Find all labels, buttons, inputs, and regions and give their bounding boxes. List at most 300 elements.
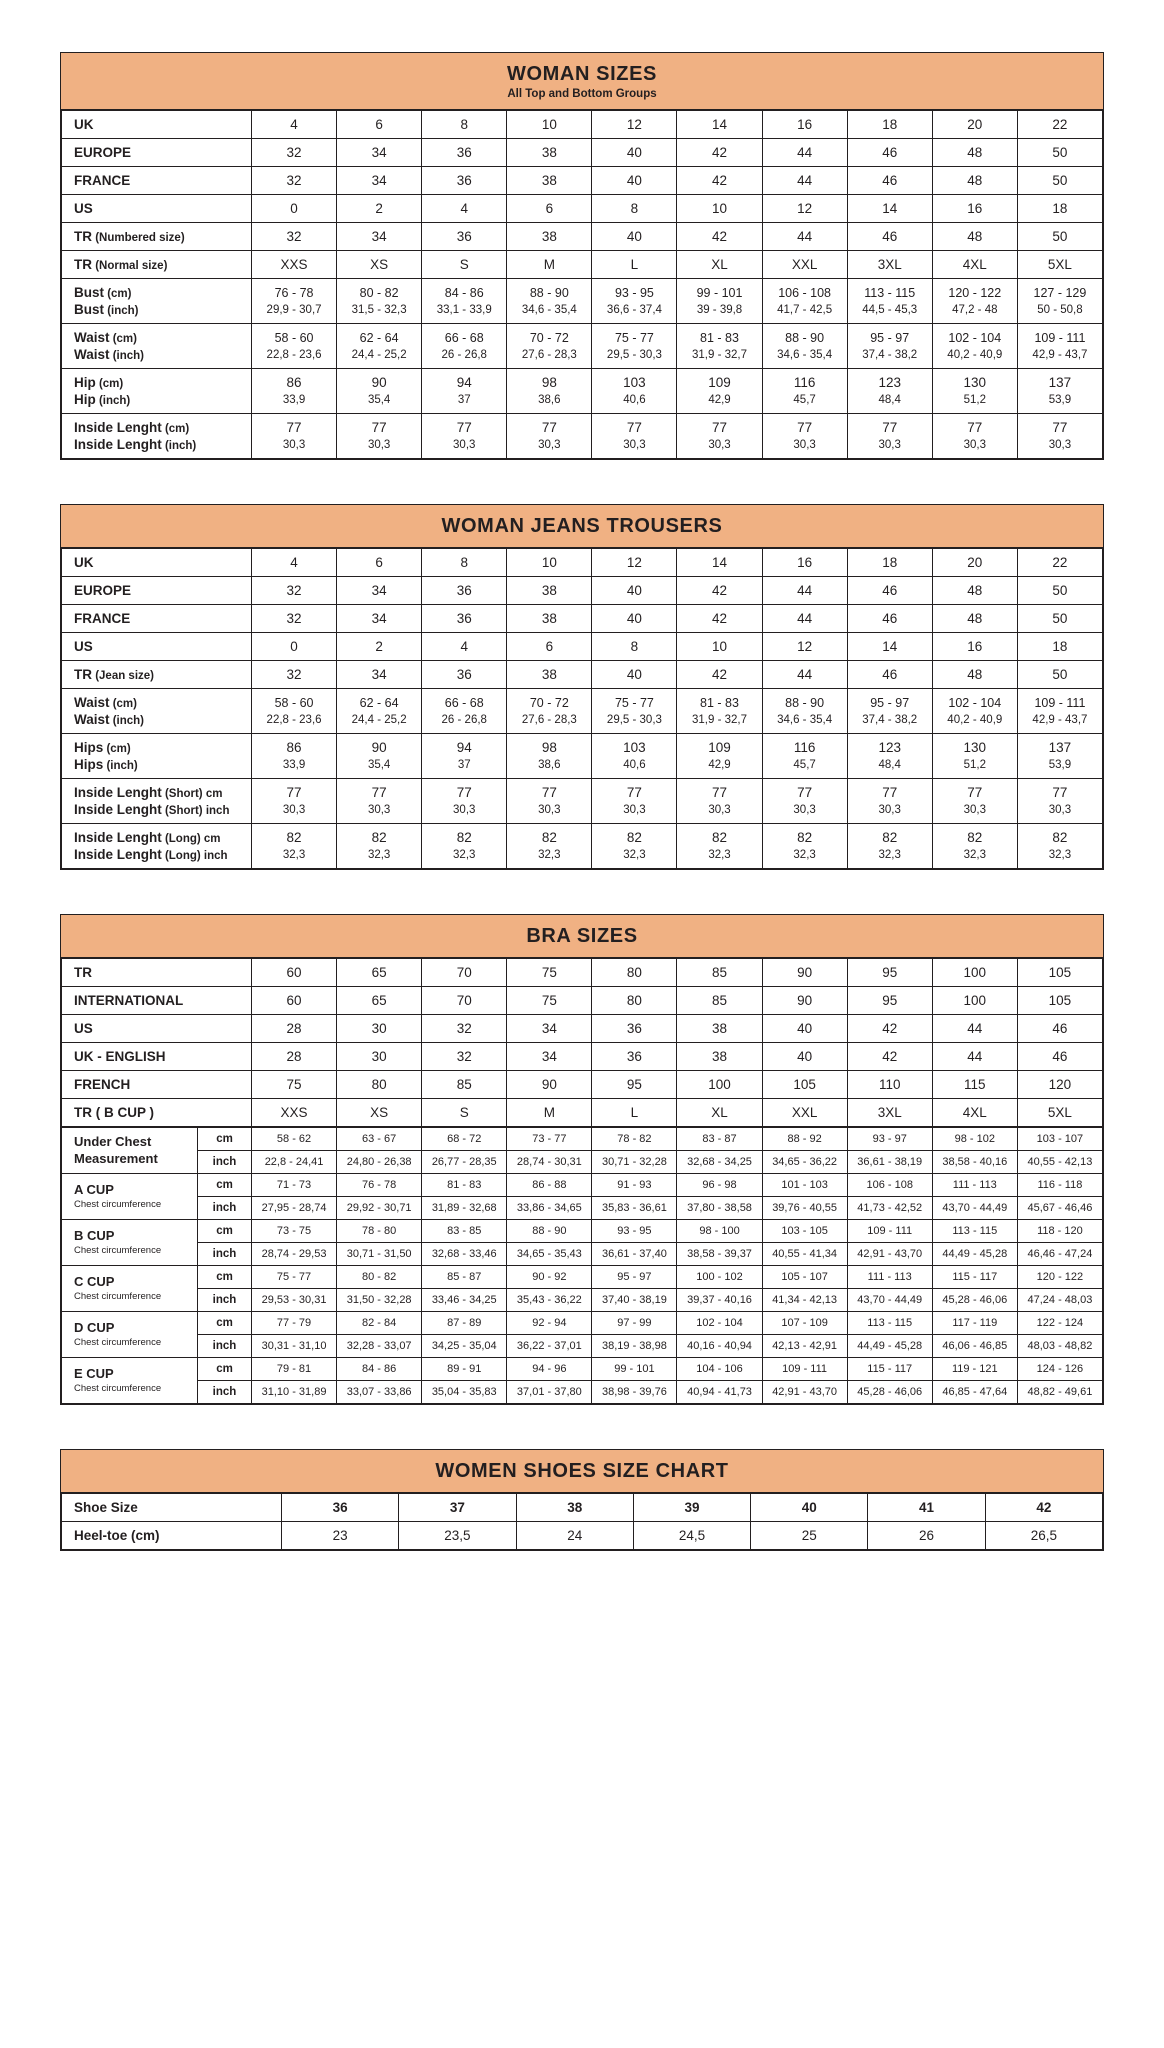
cell: 96 - 98 <box>677 1174 762 1197</box>
cell: 40,2 - 40,9 <box>932 711 1017 734</box>
cell: 82 <box>847 824 932 847</box>
cell: 105 <box>1017 987 1102 1015</box>
cell: 50 <box>1017 223 1102 251</box>
cell: 94 <box>422 734 507 757</box>
chart-subtitle-text: All Top and Bottom Groups <box>507 88 657 100</box>
cell: 34 <box>337 661 422 689</box>
cell: 27,95 - 28,74 <box>252 1197 337 1220</box>
cell: 16 <box>932 633 1017 661</box>
row-label: US <box>62 633 252 661</box>
cell: 28,74 - 29,53 <box>252 1243 337 1266</box>
cell: 35,4 <box>337 391 422 414</box>
cell: 44,5 - 45,3 <box>847 301 932 324</box>
row-label-main: Inside Lenght <box>74 420 162 435</box>
cell: 77 <box>677 414 762 437</box>
cell: 30,3 <box>1017 801 1102 824</box>
cell: XS <box>337 251 422 279</box>
cell: 23,5 <box>399 1522 516 1550</box>
cup-label <box>62 1174 198 1220</box>
row-label-sub: (inch) <box>109 350 145 362</box>
cell: 30,3 <box>507 436 592 459</box>
cell: 88 - 90 <box>762 689 847 712</box>
cell: 34 <box>507 1043 592 1071</box>
cell: 42 <box>677 223 762 251</box>
cell: 30,3 <box>847 801 932 824</box>
row-label-sub: (cm) <box>95 378 124 390</box>
cell: 33,9 <box>252 756 337 779</box>
cell: 77 <box>1017 414 1102 437</box>
row-label-main: Waist <box>74 695 110 710</box>
cell: 40 <box>592 661 677 689</box>
cell: 77 <box>932 779 1017 802</box>
cell: 77 <box>847 779 932 802</box>
cell: 102 - 104 <box>677 1312 762 1335</box>
cell: 90 - 92 <box>507 1266 592 1289</box>
cell: 77 <box>507 779 592 802</box>
table-row <box>62 391 1103 414</box>
table-row <box>62 1151 1103 1174</box>
cell: 16 <box>932 195 1017 223</box>
cell: 30,71 - 31,50 <box>337 1243 422 1266</box>
cell: 32 <box>252 605 337 633</box>
cell: 84 - 86 <box>337 1358 422 1381</box>
chart-woman-jeans-trousers <box>60 504 1104 870</box>
cup-label-line1: C CUP <box>74 1274 115 1290</box>
cell: 113 - 115 <box>847 1312 932 1335</box>
cell: 95 <box>847 987 932 1015</box>
cell: 34 <box>337 223 422 251</box>
cell: 58 - 60 <box>252 324 337 347</box>
cell: 95 <box>847 959 932 987</box>
cell: 105 <box>762 1071 847 1099</box>
cell: 90 <box>337 369 422 392</box>
cell: 31,89 - 32,68 <box>422 1197 507 1220</box>
table-row <box>62 1522 1103 1550</box>
cell: 40 <box>592 577 677 605</box>
cell: 75 - 77 <box>252 1266 337 1289</box>
cell: 75 <box>507 959 592 987</box>
cell: 83 - 85 <box>422 1220 507 1243</box>
cup-label <box>62 1312 198 1358</box>
cell: 73 - 77 <box>507 1128 592 1151</box>
cell: 26,5 <box>985 1522 1102 1550</box>
unit-inch: inch <box>198 1381 252 1404</box>
cell: 102 - 104 <box>932 324 1017 347</box>
cell: 40,55 - 42,13 <box>1017 1151 1102 1174</box>
cell: 34 <box>337 605 422 633</box>
cell: 30,3 <box>932 436 1017 459</box>
table-row <box>62 1197 1103 1220</box>
cell: 86 <box>252 734 337 757</box>
cell: 10 <box>677 195 762 223</box>
cell: 100 <box>677 1071 762 1099</box>
row-label-main: Inside Lenght <box>74 847 162 862</box>
cell: 62 - 64 <box>337 689 422 712</box>
cell: 100 <box>932 959 1017 987</box>
unit-inch: inch <box>198 1335 252 1358</box>
cell: 4 <box>252 111 337 139</box>
cell: 26 - 26,8 <box>422 711 507 734</box>
cell: 42 <box>677 139 762 167</box>
cell: 37,40 - 38,19 <box>592 1289 677 1312</box>
cell: 119 - 121 <box>932 1358 1017 1381</box>
cell: 82 <box>677 824 762 847</box>
cell: 3XL <box>847 251 932 279</box>
cell: 99 - 101 <box>592 1358 677 1381</box>
row-label-main: TR <box>74 667 92 682</box>
cell: 71 - 73 <box>252 1174 337 1197</box>
cell: 111 - 113 <box>847 1266 932 1289</box>
cell: 98 - 100 <box>677 1220 762 1243</box>
cell: XL <box>677 1099 762 1127</box>
cell: 40,2 - 40,9 <box>932 346 1017 369</box>
cell: 42,9 <box>677 756 762 779</box>
cell: 46 <box>847 577 932 605</box>
cell: 18 <box>847 549 932 577</box>
cell: 40 <box>592 167 677 195</box>
cell: 34 <box>337 577 422 605</box>
cell: 44 <box>762 223 847 251</box>
cell: 53,9 <box>1017 391 1102 414</box>
row-label-main: Hips <box>74 740 104 755</box>
cell: 109 - 111 <box>1017 324 1102 347</box>
cell: 78 - 82 <box>592 1128 677 1151</box>
cell: 31,50 - 32,28 <box>337 1289 422 1312</box>
cell: 32,28 - 33,07 <box>337 1335 422 1358</box>
cell: 5XL <box>1017 251 1102 279</box>
cell: XL <box>677 251 762 279</box>
cell: 77 - 79 <box>252 1312 337 1335</box>
table-row <box>62 414 1103 437</box>
cell: 94 <box>422 369 507 392</box>
cell: 44 <box>932 1043 1017 1071</box>
cell: 46 <box>847 223 932 251</box>
cell: 37 <box>399 1494 516 1522</box>
cell: 124 - 126 <box>1017 1358 1102 1381</box>
cell: 33,86 - 34,65 <box>507 1197 592 1220</box>
cell: M <box>507 1099 592 1127</box>
cell: 18 <box>1017 633 1102 661</box>
table-row <box>62 1494 1103 1522</box>
cell: 103 - 107 <box>1017 1128 1102 1151</box>
cell: 38,58 - 40,16 <box>932 1151 1017 1174</box>
cell: 38 <box>507 223 592 251</box>
row-label-main: Inside Lenght <box>74 785 162 800</box>
cell: 46,85 - 47,64 <box>932 1381 1017 1404</box>
cell: 12 <box>592 111 677 139</box>
cell: 14 <box>847 195 932 223</box>
cell: 48 <box>932 577 1017 605</box>
row-label-sub: (Short) inch <box>161 805 230 817</box>
cell: 95 - 97 <box>592 1266 677 1289</box>
row-label: UK <box>62 549 252 577</box>
cell: 36 <box>592 1015 677 1043</box>
cell: 34,6 - 35,4 <box>762 346 847 369</box>
cell: 45,7 <box>762 756 847 779</box>
row-label-main: Hip <box>74 375 96 390</box>
cell: 106 - 108 <box>762 279 847 302</box>
cell: 116 <box>762 734 847 757</box>
cell: 26 <box>868 1522 985 1550</box>
cup-label-sub: Chest circumference <box>74 1244 162 1256</box>
cell: 22 <box>1017 549 1102 577</box>
cup-label-sub: Chest circumference <box>74 1336 162 1348</box>
cell: 18 <box>1017 195 1102 223</box>
cup-label <box>62 1358 198 1404</box>
cell: 24 <box>516 1522 633 1550</box>
row-label-main: Bust <box>74 302 104 317</box>
cell: 36 <box>592 1043 677 1071</box>
cell: 48,03 - 48,82 <box>1017 1335 1102 1358</box>
cell: 98 <box>507 369 592 392</box>
cell: 30,3 <box>337 801 422 824</box>
table-row <box>62 605 1103 633</box>
cell: 123 <box>847 734 932 757</box>
cell: 10 <box>677 633 762 661</box>
cell: 37 <box>422 756 507 779</box>
cell: 27,6 - 28,3 <box>507 711 592 734</box>
cell: 137 <box>1017 734 1102 757</box>
cell: 40 <box>762 1043 847 1071</box>
cell: 46,06 - 46,85 <box>932 1335 1017 1358</box>
cell: 70 <box>422 959 507 987</box>
row-label <box>62 689 252 712</box>
cell: 101 - 103 <box>762 1174 847 1197</box>
cell: 68 - 72 <box>422 1128 507 1151</box>
cell: 34,6 - 35,4 <box>507 301 592 324</box>
cup-label-line1: A CUP <box>74 1182 114 1198</box>
cell: 40,6 <box>592 756 677 779</box>
cell: 31,5 - 32,3 <box>337 301 422 324</box>
cell: 82 <box>932 824 1017 847</box>
row-label-sub: (inch) <box>109 715 145 727</box>
row-label-sub: (inch) <box>104 305 139 317</box>
cell: 32 <box>252 661 337 689</box>
cell: 8 <box>592 633 677 661</box>
cell: 32,3 <box>932 846 1017 869</box>
cell: 46 <box>847 139 932 167</box>
cell: 113 - 115 <box>847 279 932 302</box>
cell: 28 <box>252 1043 337 1071</box>
cell: 41,7 - 42,5 <box>762 301 847 324</box>
cell: 77 <box>337 414 422 437</box>
cell: 32,3 <box>422 846 507 869</box>
cell: 42 <box>677 661 762 689</box>
cell: 77 <box>252 779 337 802</box>
cell: 65 <box>337 959 422 987</box>
cell: 36,61 - 37,40 <box>592 1243 677 1266</box>
cell: 109 - 111 <box>1017 689 1102 712</box>
cup-label <box>62 1128 198 1174</box>
cell: 32 <box>422 1015 507 1043</box>
cell: 30,3 <box>592 801 677 824</box>
cell: 85 - 87 <box>422 1266 507 1289</box>
cell: 38 <box>507 661 592 689</box>
cell: 118 - 120 <box>1017 1220 1102 1243</box>
cell: 6 <box>337 549 422 577</box>
unit-inch: inch <box>198 1243 252 1266</box>
cell: XXS <box>252 1099 337 1127</box>
cell: 50 <box>1017 167 1102 195</box>
cell: 66 - 68 <box>422 689 507 712</box>
cell: 111 - 113 <box>932 1174 1017 1197</box>
cell: 76 - 78 <box>252 279 337 302</box>
row-label <box>62 391 252 414</box>
row-label-sub: (cm) <box>109 333 137 345</box>
table-bra-cups <box>61 1127 1103 1404</box>
cell: 36 <box>422 223 507 251</box>
cell: 48 <box>932 223 1017 251</box>
row-label: UK <box>62 111 252 139</box>
cell: 45,28 - 46,06 <box>847 1381 932 1404</box>
cell: 100 <box>932 987 1017 1015</box>
cell: 86 - 88 <box>507 1174 592 1197</box>
cell: 50 <box>1017 139 1102 167</box>
cell: 62 - 64 <box>337 324 422 347</box>
cell: 90 <box>507 1071 592 1099</box>
row-label: TR ( B CUP ) <box>62 1099 252 1127</box>
cell: 130 <box>932 734 1017 757</box>
cell: 36,61 - 38,19 <box>847 1151 932 1174</box>
cell: 80 <box>337 1071 422 1099</box>
table-row <box>62 1099 1103 1127</box>
cell: 50 <box>1017 577 1102 605</box>
cell: 66 - 68 <box>422 324 507 347</box>
row-label <box>62 279 252 302</box>
table-row <box>62 711 1103 734</box>
table-row <box>62 301 1103 324</box>
cell: 104 - 106 <box>677 1358 762 1381</box>
cell: 48 <box>932 139 1017 167</box>
cell: 45,28 - 46,06 <box>932 1289 1017 1312</box>
cell: 80 - 82 <box>337 279 422 302</box>
cell: 58 - 60 <box>252 689 337 712</box>
cell: 48,82 - 49,61 <box>1017 1381 1102 1404</box>
row-label: UK - ENGLISH <box>62 1043 252 1071</box>
cell: 77 <box>847 414 932 437</box>
cell: 37,01 - 37,80 <box>507 1381 592 1404</box>
cell: 30,3 <box>762 801 847 824</box>
table-row <box>62 324 1103 347</box>
cell: 22,8 - 24,41 <box>252 1151 337 1174</box>
cell: 20 <box>932 111 1017 139</box>
cell: 48,4 <box>847 391 932 414</box>
cell: 42 <box>847 1015 932 1043</box>
cell: 115 - 117 <box>847 1358 932 1381</box>
cell: 48 <box>932 167 1017 195</box>
row-label: EUROPE <box>62 139 252 167</box>
cell: 53,9 <box>1017 756 1102 779</box>
cell: 42,13 - 42,91 <box>762 1335 847 1358</box>
cell: 89 - 91 <box>422 1358 507 1381</box>
cell: 51,2 <box>932 756 1017 779</box>
cell: 14 <box>847 633 932 661</box>
table-row <box>62 1128 1103 1151</box>
cell: 10 <box>507 111 592 139</box>
cell: 42 <box>847 1043 932 1071</box>
cell: 46 <box>1017 1043 1102 1071</box>
cell: 77 <box>422 779 507 802</box>
chart-title-text: BRA SIZES <box>526 925 638 947</box>
cell: 30,71 - 32,28 <box>592 1151 677 1174</box>
cell: 46 <box>1017 1015 1102 1043</box>
cell: 29,53 - 30,31 <box>252 1289 337 1312</box>
cell: 44,49 - 45,28 <box>847 1335 932 1358</box>
cell: 88 - 92 <box>762 1128 847 1151</box>
cell: 12 <box>592 549 677 577</box>
cell: 24,80 - 26,38 <box>337 1151 422 1174</box>
cell: 113 - 115 <box>932 1220 1017 1243</box>
cell: 103 <box>592 734 677 757</box>
table-row <box>62 1174 1103 1197</box>
table-row <box>62 369 1103 392</box>
cell: 38,19 - 38,98 <box>592 1335 677 1358</box>
cell: 103 <box>592 369 677 392</box>
cell: 12 <box>762 633 847 661</box>
cell: 41,34 - 42,13 <box>762 1289 847 1312</box>
row-label <box>62 661 252 689</box>
table-woman-sizes <box>61 110 1103 459</box>
cell: 42,9 <box>677 391 762 414</box>
cell: 40 <box>751 1494 868 1522</box>
cup-label <box>62 1220 198 1266</box>
cell: 115 <box>932 1071 1017 1099</box>
cell: 33,46 - 34,25 <box>422 1289 507 1312</box>
cell: 42,9 - 43,7 <box>1017 346 1102 369</box>
row-label-sub: (inch) <box>103 760 138 772</box>
cell: 36,6 - 37,4 <box>592 301 677 324</box>
cell: 93 - 95 <box>592 1220 677 1243</box>
cell: 33,1 - 33,9 <box>422 301 507 324</box>
cell: 37,80 - 38,58 <box>677 1197 762 1220</box>
cell: 2 <box>337 633 422 661</box>
cell: 85 <box>422 1071 507 1099</box>
cell: 77 <box>592 414 677 437</box>
table-row <box>62 1266 1103 1289</box>
cell: 60 <box>252 959 337 987</box>
cell: 40 <box>762 1015 847 1043</box>
cell: 82 <box>762 824 847 847</box>
table-row <box>62 223 1103 251</box>
cup-label-sub: Chest circumference <box>74 1198 162 1210</box>
cell: 39 <box>633 1494 750 1522</box>
cell: 77 <box>507 414 592 437</box>
cell: 30,3 <box>677 436 762 459</box>
row-label-sub: (Numbered size) <box>92 232 185 244</box>
row-label-sub: (cm) <box>161 423 190 435</box>
cell: 40,6 <box>592 391 677 414</box>
cell: M <box>507 251 592 279</box>
cell: 42 <box>677 577 762 605</box>
cell: 30,3 <box>592 436 677 459</box>
cell: 30,3 <box>422 801 507 824</box>
row-label: INTERNATIONAL <box>62 987 252 1015</box>
cell: 29,5 - 30,3 <box>592 346 677 369</box>
cell: 12 <box>762 195 847 223</box>
unit-cm: cm <box>198 1174 252 1197</box>
cup-label-line1: D CUP <box>74 1320 115 1336</box>
chart-title-women-shoes <box>61 1450 1103 1493</box>
cell: 32 <box>252 223 337 251</box>
unit-inch: inch <box>198 1289 252 1312</box>
cell: 2 <box>337 195 422 223</box>
cell: 82 <box>1017 824 1102 847</box>
cell: 98 - 102 <box>932 1128 1017 1151</box>
cell: 6 <box>507 195 592 223</box>
cell: 37,4 - 38,2 <box>847 346 932 369</box>
row-label-main: Inside Lenght <box>74 437 162 452</box>
cell: 44 <box>762 167 847 195</box>
